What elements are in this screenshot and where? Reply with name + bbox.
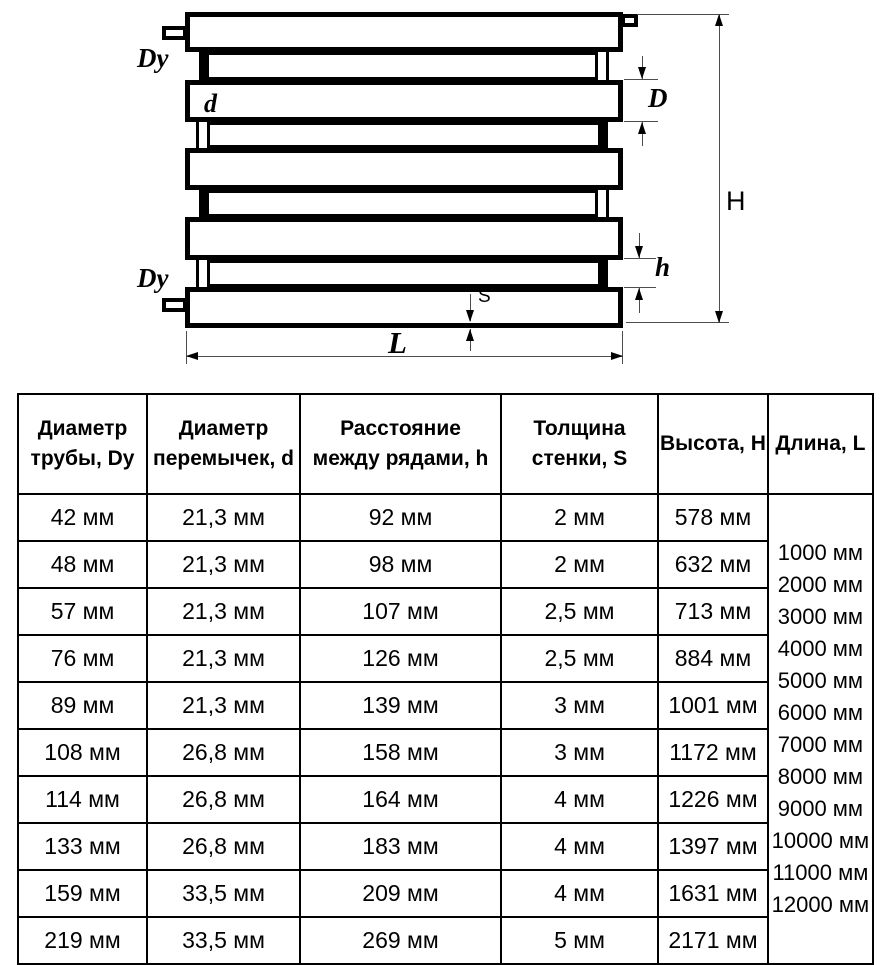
length-value: 5000 мм: [777, 668, 864, 693]
table-row: [18, 823, 873, 870]
table-cell: 2,5 мм: [501, 635, 658, 682]
dim-H-arrow-bottom: [715, 311, 723, 323]
table-cell: 183 мм: [300, 823, 501, 870]
table-cell: 2171 мм: [658, 917, 768, 964]
dim-H-extension-bottom: [626, 322, 729, 323]
table-cell: 21,3 мм: [147, 541, 300, 588]
table-cell: 1172 мм: [658, 729, 768, 776]
dim-H-arrow-top: [715, 14, 723, 26]
tube-row-3: [185, 148, 623, 190]
table-cell: 108 мм: [18, 729, 147, 776]
table-cell: 578 мм: [658, 494, 768, 541]
table-cell: 26,8 мм: [147, 823, 300, 870]
length-value: 2000 мм: [777, 572, 864, 597]
table-row: [18, 682, 873, 729]
table-cell: 26,8 мм: [147, 776, 300, 823]
table-cell: 107 мм: [300, 588, 501, 635]
spec-table-body: [18, 494, 873, 964]
length-value: 11000 мм: [772, 860, 869, 885]
table-cell: 209 мм: [300, 870, 501, 917]
label-jumper-d: d: [204, 89, 217, 118]
dim-h-arrow-top: [635, 246, 643, 258]
length-value: 1000 мм: [777, 540, 864, 565]
label-pipe-Dy-top: Dy: [137, 43, 169, 73]
table-cell: 1397 мм: [658, 823, 768, 870]
table-cell: 42 мм: [18, 494, 147, 541]
table-cell: 884 мм: [658, 635, 768, 682]
table-row: [18, 588, 873, 635]
length-value: 10000 мм: [771, 828, 870, 853]
table-cell: 139 мм: [300, 682, 501, 729]
table-cell: 26,8 мм: [147, 729, 300, 776]
tube-row-1: [185, 12, 623, 52]
table-cell: 33,5 мм: [147, 917, 300, 964]
table-cell: 1001 мм: [658, 682, 768, 729]
label-height-H: H: [726, 186, 746, 216]
dim-S-arrow-bottom: [466, 329, 474, 341]
table-row: [18, 541, 873, 588]
length-values-cell: [768, 494, 873, 964]
header-height: Высота, H: [658, 394, 768, 494]
back-tube-row-2: [202, 122, 606, 148]
register-diagram: [0, 0, 888, 390]
header-row: [18, 394, 873, 494]
table-row: [18, 776, 873, 823]
table-cell: 21,3 мм: [147, 635, 300, 682]
dim-S-arrow-top: [466, 310, 474, 322]
inlet-stub-top-left: [162, 26, 187, 40]
spec-table-header: [18, 394, 873, 494]
table-row: [18, 494, 873, 541]
label-diameter-D: D: [648, 83, 668, 113]
vent-stub-top-right: [621, 14, 638, 27]
back-tube-row-3: [202, 190, 606, 217]
table-row: [18, 870, 873, 917]
dim-L-arrow-left: [186, 352, 198, 360]
table-row: [18, 635, 873, 682]
back-tube-row-4: [202, 260, 606, 287]
header-jumper-diameter: Диаметр перемычек, d: [147, 394, 300, 494]
table-cell: 21,3 мм: [147, 682, 300, 729]
table-cell: 1631 мм: [658, 870, 768, 917]
table-cell: 2,5 мм: [501, 588, 658, 635]
dim-L-arrow-right: [611, 352, 623, 360]
outlet-stub-bottom-left: [162, 298, 187, 312]
table-cell: 219 мм: [18, 917, 147, 964]
table-cell: 2 мм: [501, 494, 658, 541]
table-cell: 21,3 мм: [147, 588, 300, 635]
table-cell: 4 мм: [501, 870, 658, 917]
table-cell: 713 мм: [658, 588, 768, 635]
table-cell: 4 мм: [501, 776, 658, 823]
header-length: Длина, L: [768, 394, 873, 494]
header-pipe-diameter: Диаметр трубы, Dy: [18, 394, 147, 494]
tube-row-4: [185, 217, 623, 260]
table-cell: 1226 мм: [658, 776, 768, 823]
length-value: 7000 мм: [777, 732, 864, 757]
table-cell: 126 мм: [300, 635, 501, 682]
dim-H-line: [719, 14, 720, 323]
dim-h-tick-top: [624, 258, 656, 259]
table-cell: 98 мм: [300, 541, 501, 588]
table-cell: 632 мм: [658, 541, 768, 588]
dim-D-arrow-top: [638, 67, 646, 79]
table-cell: 48 мм: [18, 541, 147, 588]
table-cell: 57 мм: [18, 588, 147, 635]
table-cell: 164 мм: [300, 776, 501, 823]
header-wall-thickness: Толщина стенки, S: [501, 394, 658, 494]
spec-table: [17, 393, 874, 965]
length-value: 3000 мм: [777, 604, 864, 629]
table-cell: 21,3 мм: [147, 494, 300, 541]
length-value: 12000 мм: [771, 892, 870, 917]
length-value: 4000 мм: [777, 636, 864, 661]
table-cell: 159 мм: [18, 870, 147, 917]
tube-row-2: [185, 80, 623, 122]
length-value: 6000 мм: [777, 700, 864, 725]
length-value: 9000 мм: [777, 796, 864, 821]
table-cell: 89 мм: [18, 682, 147, 729]
label-wall-S: S: [478, 286, 491, 307]
dim-h-arrow-bottom: [635, 288, 643, 300]
label-pipe-Dy-bottom: Dy: [137, 263, 169, 293]
back-tube-row-1: [202, 52, 606, 80]
table-cell: 3 мм: [501, 729, 658, 776]
label-length-L: L: [388, 325, 407, 360]
table-cell: 92 мм: [300, 494, 501, 541]
table-row: [18, 917, 873, 964]
label-spacing-h: h: [655, 252, 671, 282]
table-cell: 76 мм: [18, 635, 147, 682]
table-cell: 158 мм: [300, 729, 501, 776]
table-cell: 5 мм: [501, 917, 658, 964]
table-cell: 33,5 мм: [147, 870, 300, 917]
header-row-spacing: Расстояние между рядами, h: [300, 394, 501, 494]
tube-row-5: [185, 287, 623, 328]
table-cell: 133 мм: [18, 823, 147, 870]
table-cell: 3 мм: [501, 682, 658, 729]
table-cell: 114 мм: [18, 776, 147, 823]
table-cell: 4 мм: [501, 823, 658, 870]
length-value: 8000 мм: [777, 764, 864, 789]
dim-D-tick-top: [624, 79, 658, 80]
table-cell: 2 мм: [501, 541, 658, 588]
table-row: [18, 729, 873, 776]
dim-D-arrow-bottom: [638, 122, 646, 134]
table-cell: 269 мм: [300, 917, 501, 964]
